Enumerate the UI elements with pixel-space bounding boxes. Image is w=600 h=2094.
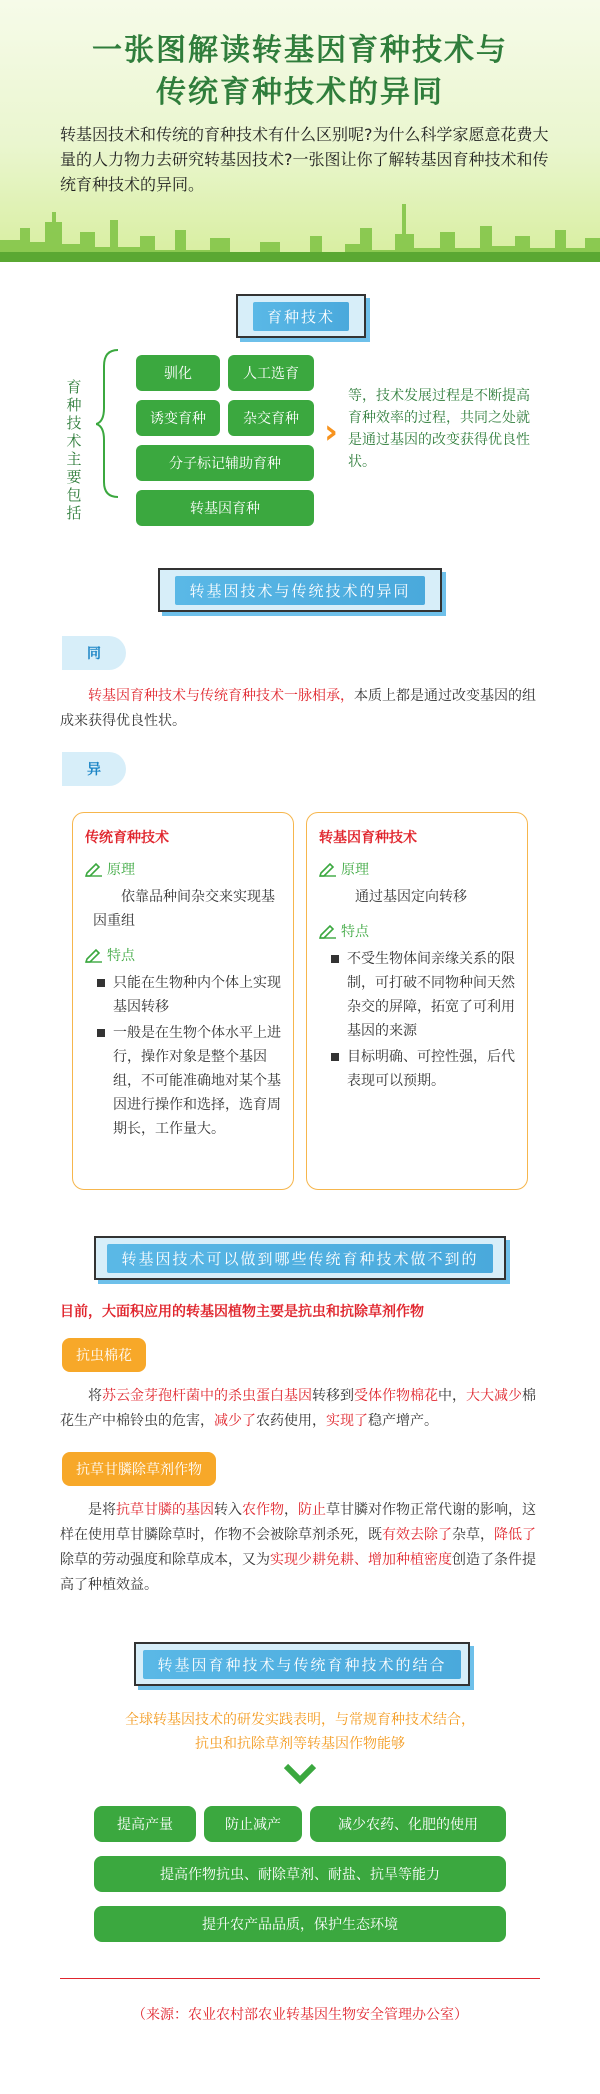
divider bbox=[60, 1978, 540, 1979]
bracket-icon bbox=[96, 346, 124, 501]
item-artificial-selection: 人工选育 bbox=[228, 355, 314, 391]
section4-lead: 全球转基因技术的研发实践表明，与常规育种技术结合， 抗虫和抗除草剂等转基因作物能够 bbox=[125, 1712, 475, 1752]
list-item: 只能在生物种内个体上实现基因转移 bbox=[113, 971, 281, 1019]
same-highlight: 转基因育种技术与传统育种技术一脉相承， bbox=[88, 688, 354, 704]
chevron-down-icon bbox=[284, 1762, 316, 1786]
cotton-paragraph: 将苏云金芽孢杆菌中的杀虫蛋白基因转移到受体作物棉花中，大大减少棉花生产中棉铃虫的危害，减少了农药使用，实现了稳产增产。 bbox=[60, 1388, 536, 1429]
same-rest: 本质上都是通过改变基因的组成来获得优良性状。 bbox=[60, 688, 536, 729]
card-traditional-breeding bbox=[72, 812, 294, 1190]
section-banner-breeding-tech: 育种技术 bbox=[236, 294, 366, 338]
feature-heading: 特点 bbox=[85, 945, 281, 965]
item-marker-assisted-breeding: 分子标记辅助育种 bbox=[136, 445, 314, 481]
feature-list bbox=[319, 947, 515, 1093]
list-item: 一般是在生物个体水平上进行，操作对象是整个基因组，不可能准确地对某个基因进行操作和选择，选育周期长，工作量大。 bbox=[113, 1021, 281, 1141]
benefit-improve-resistance: 提高作物抗虫、耐除草剂、耐盐、抗旱等能力 bbox=[94, 1856, 506, 1892]
breeding-note: 等，技术发展过程是不断提高育种效率的过程，共同之处就是通过基因的改变获得优良性状。 bbox=[348, 388, 530, 470]
card-title: 转基因育种技术 bbox=[319, 830, 417, 846]
feature-heading: 特点 bbox=[319, 921, 515, 941]
pencil-icon bbox=[85, 861, 103, 877]
tag-insect-resistant-cotton: 抗虫棉花 bbox=[62, 1338, 146, 1372]
benefit-reduce-pesticides: 减少农药、化肥的使用 bbox=[310, 1806, 506, 1842]
tag-different: 异 bbox=[62, 752, 126, 786]
pencil-icon bbox=[319, 923, 337, 939]
list-item: 不受生物体间亲缘关系的限制，可打破不同物种间天然杂交的屏障，拓宽了可利用基因的来源 bbox=[347, 947, 515, 1043]
principle-text: 依靠品种间杂交来实现基因重组 bbox=[93, 889, 275, 929]
section-banner-similarities-differences: 转基因技术与传统技术的异同 bbox=[158, 568, 442, 612]
principle-heading: 原理 bbox=[319, 859, 515, 879]
principle-heading: 原理 bbox=[85, 859, 281, 879]
benefit-quality-ecology: 提升农产品品质，保护生态环境 bbox=[94, 1906, 506, 1942]
chevron-right-icon: › bbox=[324, 412, 339, 452]
card-title: 传统育种技术 bbox=[85, 830, 169, 846]
item-domestication: 驯化 bbox=[136, 355, 220, 391]
pencil-icon bbox=[85, 947, 103, 963]
item-transgenic-breeding: 转基因育种 bbox=[136, 490, 314, 526]
section-banner-what-transgenic-can-do: 转基因技术可以做到哪些传统育种技术做不到的 bbox=[94, 1236, 506, 1280]
herbicide-paragraph: 是将抗草甘膦的基因转入农作物，防止草甘膦对作物正常代谢的影响，这样在使用草甘膦除草时，作物不会被除草剂杀死，既有效去除了杂草，降低了除草的劳动强度和除草成本，又为实现少耕免耕、增加种植密度创造了条件提高了种植效益。 bbox=[60, 1502, 536, 1593]
benefit-increase-yield: 提高产量 bbox=[94, 1806, 196, 1842]
list-item: 目标明确、可控性强，后代表现可以预期。 bbox=[347, 1045, 515, 1093]
city-skyline-illustration bbox=[0, 192, 600, 262]
benefit-prevent-yield-loss: 防止减产 bbox=[204, 1806, 302, 1842]
feature-list bbox=[85, 971, 281, 1141]
section3-lead: 目前，大面积应用的转基因植物主要是抗虫和抗除草剂作物 bbox=[60, 1304, 424, 1320]
section-banner-combination: 转基因育种技术与传统育种技术的结合 bbox=[134, 1642, 470, 1686]
item-hybrid-breeding: 杂交育种 bbox=[228, 400, 314, 436]
pencil-icon bbox=[319, 861, 337, 877]
header-banner bbox=[0, 0, 600, 262]
intro-text: 转基因技术和传统的育种技术有什么区别呢?为什么科学家愿意花费大量的人力物力去研究转基因技术?一张图让你了解转基因育种技术和传统育种技术的异同。 bbox=[60, 125, 549, 194]
title-line-2: 传统育种技术的异同 bbox=[156, 75, 444, 110]
page-title bbox=[0, 30, 600, 114]
card-transgenic-breeding bbox=[306, 812, 528, 1190]
item-mutation-breeding: 诱变育种 bbox=[136, 400, 220, 436]
vertical-label-breeding-includes: 育种技术主要包括 bbox=[66, 378, 82, 522]
same-paragraph bbox=[60, 684, 540, 734]
title-line-1: 一张图解读转基因育种技术与 bbox=[92, 33, 508, 68]
principle-text: 通过基因定向转移 bbox=[355, 889, 467, 905]
tag-glyphosate-resistant-crops: 抗草甘膦除草剂作物 bbox=[62, 1452, 216, 1486]
tag-same: 同 bbox=[62, 636, 126, 670]
source-citation: （来源：农业农村部农业转基因生物安全管理办公室） bbox=[132, 2007, 468, 2023]
